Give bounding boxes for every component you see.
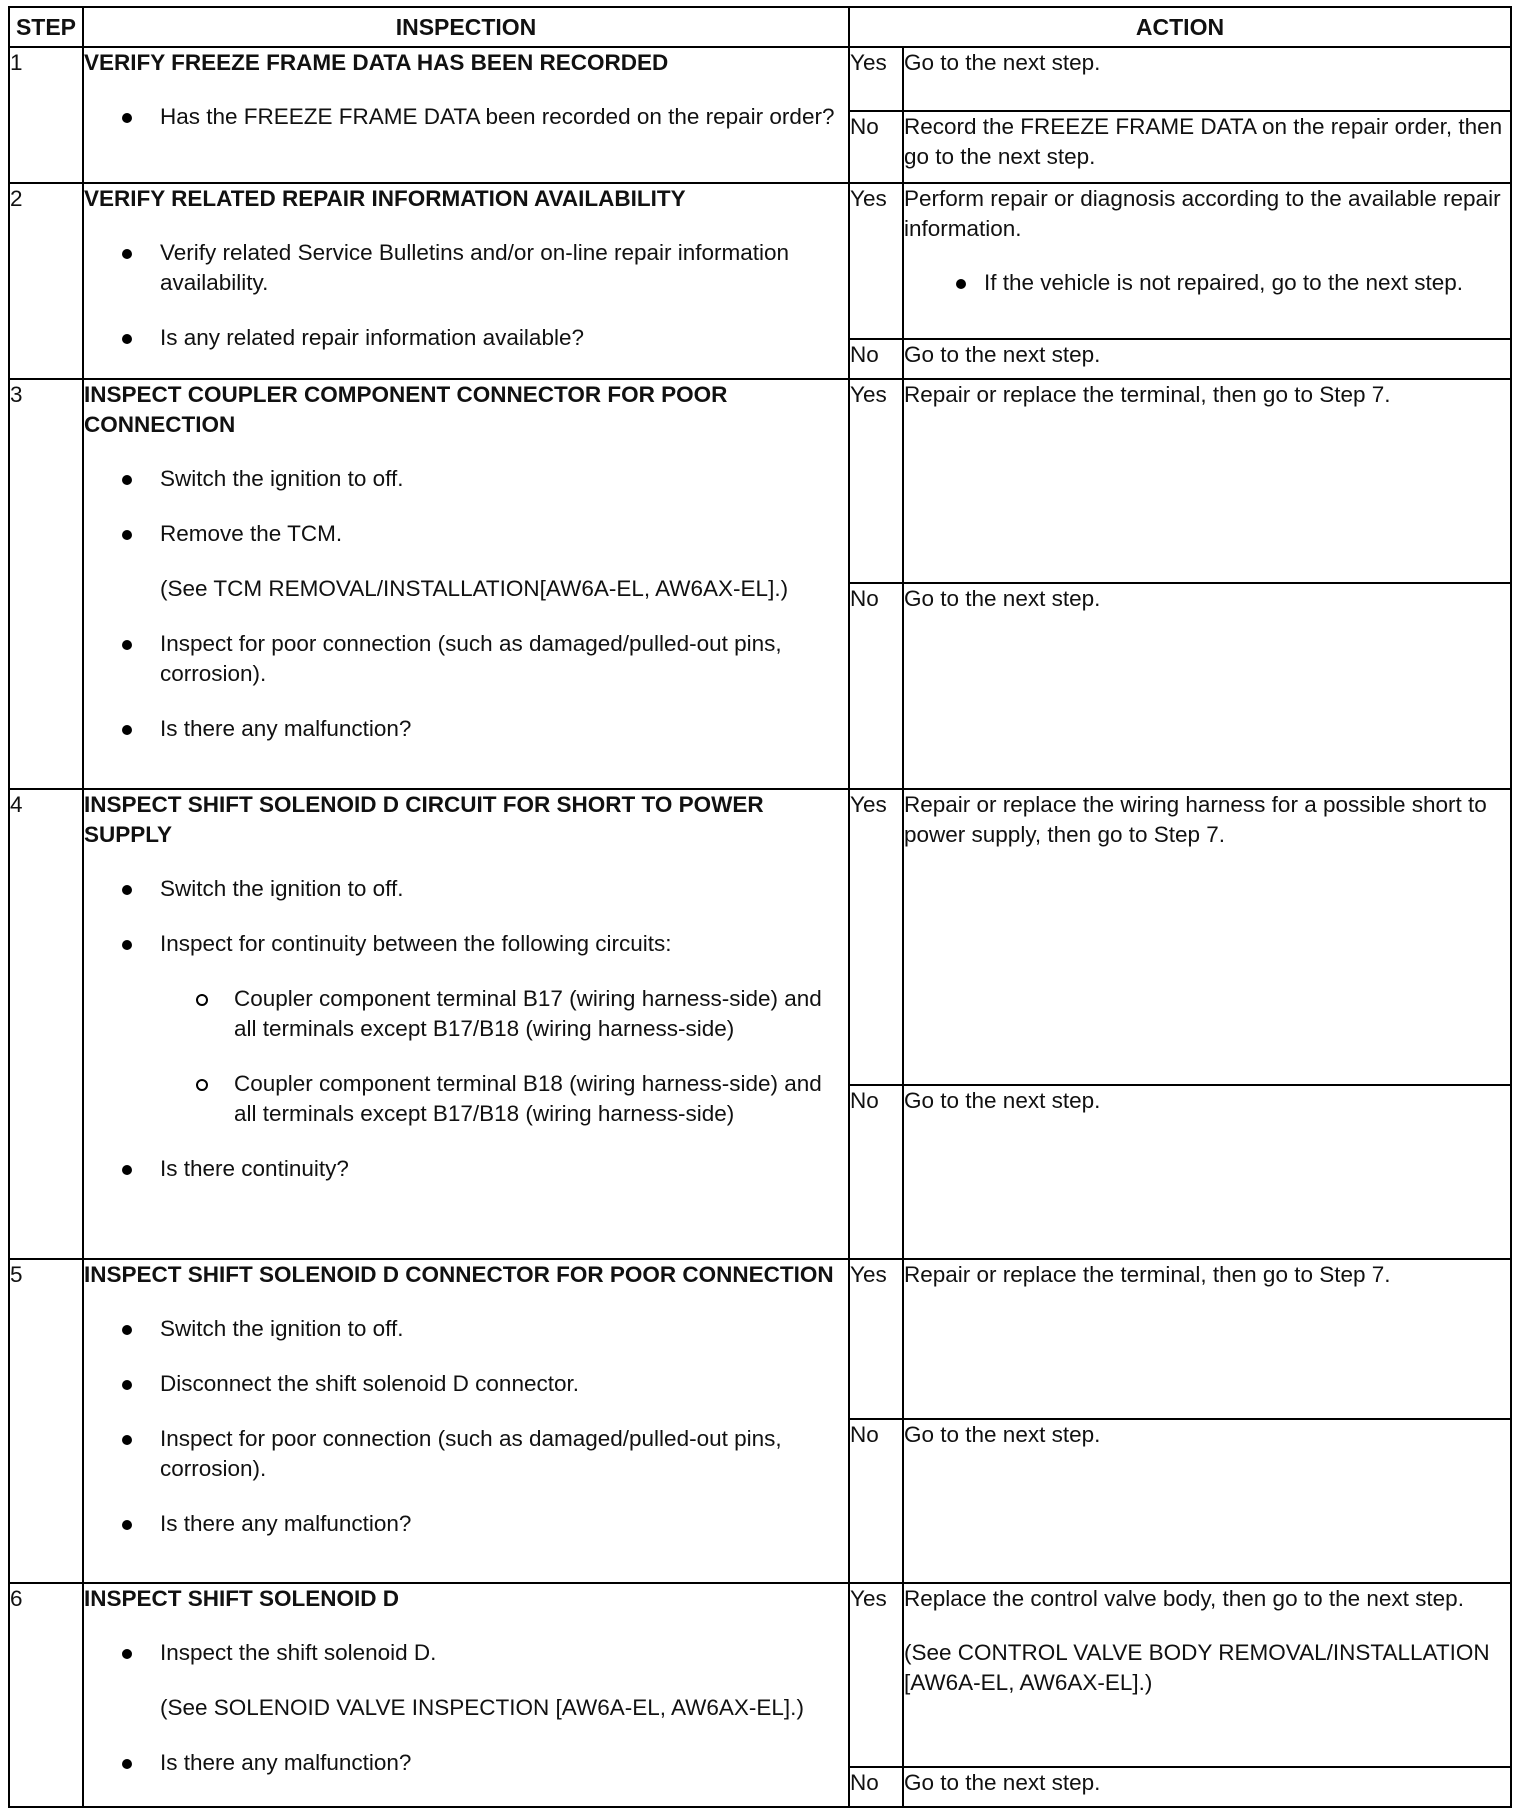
yes-action: Repair or replace the terminal, then go to Step 7. bbox=[903, 379, 1511, 583]
bullet-item: Switch the ignition to off. bbox=[84, 874, 848, 904]
no-action: Go to the next step. bbox=[903, 583, 1511, 789]
action-bullet: If the vehicle is not repaired, go to the next step. bbox=[904, 268, 1510, 298]
step-inspection bbox=[83, 379, 849, 789]
bullet-item: Disconnect the shift solenoid D connector. bbox=[84, 1369, 848, 1399]
no-action: Record the FREEZE FRAME DATA on the repair order, then go to the next step. bbox=[903, 111, 1511, 183]
no-label: No bbox=[849, 339, 903, 379]
step-number: 6 bbox=[9, 1583, 83, 1807]
no-action: Go to the next step. bbox=[903, 1419, 1511, 1583]
no-action: Go to the next step. bbox=[903, 1767, 1511, 1807]
bullet-item: Switch the ignition to off. bbox=[84, 464, 848, 494]
step-3-yes-row bbox=[9, 379, 1511, 583]
yes-action: Repair or replace the wiring harness for a possible short to power supply, then go to Step 7. bbox=[903, 789, 1511, 1085]
step-title: INSPECT SHIFT SOLENOID D CIRCUIT FOR SHORT TO POWER SUPPLY bbox=[84, 792, 764, 847]
step-number: 4 bbox=[9, 789, 83, 1259]
step-title: VERIFY FREEZE FRAME DATA HAS BEEN RECORDED bbox=[84, 50, 669, 75]
bullet-item bbox=[84, 929, 848, 1129]
action-reference-note: (See CONTROL VALVE BODY REMOVAL/INSTALLATION [AW6A-EL, AW6AX-EL].) bbox=[904, 1640, 1490, 1695]
bullet-item: Is there any malfunction? bbox=[84, 1748, 848, 1778]
reference-note: (See TCM REMOVAL/INSTALLATION[AW6A-EL, AW6AX-EL].) bbox=[160, 576, 789, 601]
step-number: 2 bbox=[9, 183, 83, 379]
bullet-item: Remove the TCM. bbox=[84, 519, 848, 549]
no-action: Go to the next step. bbox=[903, 339, 1511, 379]
step-1-yes-row bbox=[9, 47, 1511, 111]
no-label: No bbox=[849, 1085, 903, 1259]
bullet-item: Is there any malfunction? bbox=[84, 1509, 848, 1539]
no-action: Go to the next step. bbox=[903, 1085, 1511, 1259]
yes-action bbox=[903, 1583, 1511, 1767]
step-inspection bbox=[83, 1259, 849, 1583]
bullet-item: Is any related repair information available? bbox=[84, 323, 848, 353]
bullet-item: Is there any malfunction? bbox=[84, 714, 848, 744]
reference-note: (See SOLENOID VALVE INSPECTION [AW6A-EL, AW6AX-EL].) bbox=[160, 1695, 804, 1720]
yes-label: Yes bbox=[849, 183, 903, 339]
bullet-item: Verify related Service Bulletins and/or on-line repair information availability. bbox=[84, 238, 848, 298]
bullet-item: Is there continuity? bbox=[84, 1154, 848, 1184]
yes-label: Yes bbox=[849, 789, 903, 1085]
yes-label: Yes bbox=[849, 1583, 903, 1767]
step-number: 1 bbox=[9, 47, 83, 183]
yes-label: Yes bbox=[849, 47, 903, 111]
bullet-text: Inspect for continuity between the following circuits: bbox=[160, 931, 672, 956]
action-text: Perform repair or diagnosis according to the available repair information. bbox=[904, 186, 1501, 241]
no-label: No bbox=[849, 111, 903, 183]
step-inspection bbox=[83, 1583, 849, 1807]
header-step: STEP bbox=[9, 7, 83, 47]
step-inspection bbox=[83, 789, 849, 1259]
step-title: VERIFY RELATED REPAIR INFORMATION AVAILABILITY bbox=[84, 186, 686, 211]
sub-bullet-text: Coupler component terminal B17 (wiring harness-side) and all terminals except B17/B18 (wiring harness-side) bbox=[234, 986, 822, 1041]
sub-bullet-item bbox=[84, 1069, 848, 1129]
bullet-item: Switch the ignition to off. bbox=[84, 1314, 848, 1344]
step-5-yes-row bbox=[9, 1259, 1511, 1419]
bullet-item: Has the FREEZE FRAME DATA been recorded on the repair order? bbox=[84, 102, 848, 132]
yes-action bbox=[903, 183, 1511, 339]
bullet-item: Inspect for poor connection (such as damaged/pulled-out pins, corrosion). bbox=[84, 629, 848, 689]
table-header-row bbox=[9, 7, 1511, 47]
sub-bullet-item bbox=[84, 984, 848, 1044]
no-label: No bbox=[849, 1419, 903, 1583]
no-label: No bbox=[849, 583, 903, 789]
hollow-bullet-icon bbox=[196, 994, 208, 1006]
step-inspection bbox=[83, 47, 849, 183]
action-text: Replace the control valve body, then go to the next step. bbox=[904, 1586, 1464, 1611]
hollow-bullet-icon bbox=[196, 1079, 208, 1091]
step-number: 3 bbox=[9, 379, 83, 789]
step-title: INSPECT SHIFT SOLENOID D bbox=[84, 1586, 400, 1611]
step-inspection bbox=[83, 183, 849, 379]
yes-label: Yes bbox=[849, 1259, 903, 1419]
bullet-item: Inspect the shift solenoid D. bbox=[84, 1638, 848, 1668]
step-2-yes-row bbox=[9, 183, 1511, 339]
header-inspection: INSPECTION bbox=[83, 7, 849, 47]
header-action: ACTION bbox=[849, 7, 1511, 47]
step-title: INSPECT COUPLER COMPONENT CONNECTOR FOR POOR CONNECTION bbox=[84, 382, 728, 437]
yes-action: Repair or replace the terminal, then go to Step 7. bbox=[903, 1259, 1511, 1419]
step-title: INSPECT SHIFT SOLENOID D CONNECTOR FOR POOR CONNECTION bbox=[84, 1262, 834, 1287]
step-4-yes-row bbox=[9, 789, 1511, 1085]
yes-action: Go to the next step. bbox=[903, 47, 1511, 111]
step-6-yes-row bbox=[9, 1583, 1511, 1767]
no-label: No bbox=[849, 1767, 903, 1807]
inspection-table bbox=[8, 6, 1512, 1808]
step-number: 5 bbox=[9, 1259, 83, 1583]
sub-bullet-text: Coupler component terminal B18 (wiring harness-side) and all terminals except B17/B18 (wiring harness-side) bbox=[234, 1071, 822, 1126]
bullet-item: Inspect for poor connection (such as damaged/pulled-out pins, corrosion). bbox=[84, 1424, 848, 1484]
yes-label: Yes bbox=[849, 379, 903, 583]
